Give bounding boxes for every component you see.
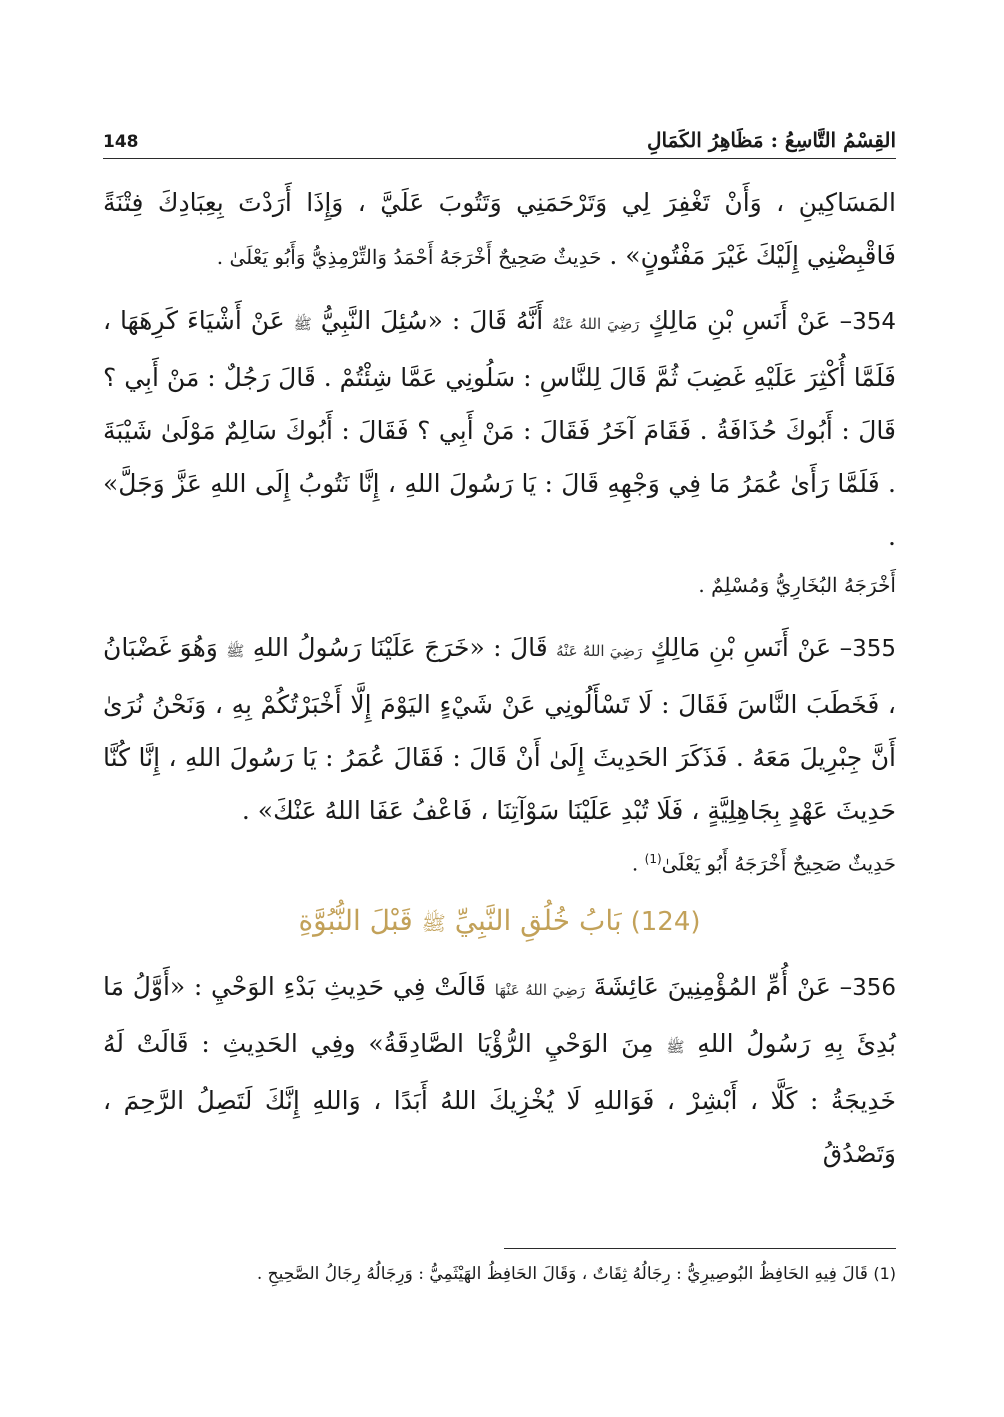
chapter-title: قَبْلَ النُّبُوَّةِ (298, 903, 413, 937)
hadith-text: – عَنْ أُمِّ المُؤْمِنِينَ عَائِشَةَ (593, 971, 853, 1001)
hadith-source: حَدِيثٌ صَحِيحٌ أَخْرَجَهُ أَحْمَدُ وَالتِّرْمِذِيُّ وَأَبُو يَعْلَىٰ . (216, 245, 602, 269)
hadith-355 (103, 621, 896, 837)
source-end: . (631, 851, 639, 876)
honorific-mark: رَضِيَ اللهُ عَنْهُ (552, 315, 640, 333)
hadith-text: مِنَ الوَحْيِ الرُّؤْيَا الصَّادِقَةُ» وفِي الحَدِيثِ : قَالَتْ لَهُ خَدِيجَةُ : كَلَّا ، أَبْشِرْ ، فَوَاللهِ لَا يُخْزِيكَ اللهُ أَبَدًا ، وَاللهِ إِنَّكَ لَتَصِلُ الرَّحِمَ ، وَتَصْدُقُ (103, 1028, 896, 1168)
footnote-reference[interactable]: (1) (644, 852, 662, 866)
hadith-text: قَالَ : «خَرَجَ عَلَيْنَا رَسُولُ اللهِ (252, 633, 548, 662)
chapter-number: (124) (630, 906, 701, 937)
footnote-divider (504, 1248, 896, 1249)
page-body (103, 176, 896, 1180)
hadith-text: أَنَّهُ قَالَ : «سُئِلَ النَّبِيُّ (320, 306, 544, 335)
honorific-mark: ﷺ (666, 1037, 685, 1056)
honorific-mark: ﷺ (226, 642, 245, 660)
hadith-text: عَنْ أَشْيَاءَ كَرِهَهَا ، فَلَمَّا أُكْثِرَ عَلَيْهِ غَضِبَ ثُمَّ قَالَ لِلنَّاسِ : سَلُونِي عَمَّا شِئْتُمْ . قَالَ رَجُلٌ : مَنْ أَبِي ؟ قَالَ : أَبُوكَ حُذَافَةُ . فَقَامَ آخَرُ فَقَالَ : مَنْ أَبِي ؟ فَقَالَ : أَبُوكَ سَالِمٌ مَوْلَىٰ شَيْبَةَ . فَلَمَّا رَأَىٰ عُمَرُ مَا فِي وَجْهِهِ قَالَ : يَا رَسُولَ اللهِ ، إِنَّا نَتُوبُ إِلَى اللهِ عَزَّ وَجَلَّ» . (103, 306, 896, 551)
hadith-source: أَخْرَجَهُ البُخَارِيُّ وَمُسْلِمٌ . (698, 573, 896, 597)
footnote (103, 1258, 896, 1290)
hadith-number: 355 (852, 636, 896, 662)
chapter-heading (103, 904, 896, 940)
source-text: حَدِيثٌ صَحِيحٌ أَخْرَجَهُ أَبُو يَعْلَىٰ (661, 851, 896, 876)
footnote-text: قَالَ فِيهِ الحَافِظُ البُوصِيرِيُّ : رِجَالُهُ ثِقَاتٌ ، وَقَالَ الحَافِظُ الهَيْثَمِيُّ : وَرِجَالُهُ رِجَالُ الصَّحِيحِ . (256, 1264, 868, 1284)
paragraph-continuation (103, 176, 896, 284)
hadith-number: 356 (852, 974, 896, 1001)
hadith-354 (103, 294, 896, 563)
continuation-text: المَسَاكِينِ ، وَأَنْ تَغْفِرَ لِي وَتَرْحَمَنِي وَتَتُوبَ عَلَيَّ ، وَإِذَا أَرَدْتَ بِعِبَادِكَ فِتْنَةً فَاقْبِضْنِي إِلَيْكَ غَيْرَ مَفْتُونٍ» . (103, 188, 896, 270)
hadith-source (103, 837, 896, 886)
book-page (103, 0, 896, 1417)
honorific-mark: ﷺ (421, 910, 446, 935)
hadith-text: – عَنْ أَنَسِ بْنِ مَالِكٍ (650, 633, 853, 662)
running-header (103, 118, 896, 159)
honorific-mark: ﷺ (293, 315, 312, 333)
honorific-mark: رَضِيَ اللهُ عَنْهُ (556, 642, 643, 660)
hadith-text: وَهُوَ غَضْبَانُ ، فَخَطَبَ النَّاسَ فَقَالَ : لَا تَسْأَلُونِي عَنْ شَيْءٍ اليَوْمَ إِلَّا أَخْبَرْتُكُمْ بِهِ ، وَنَحْنُ نُرَىٰ أَنَّ جِبْرِيلَ مَعَهُ . فَذَكَرَ الحَدِيثَ إِلَىٰ أَنْ قَالَ : فَقَالَ عُمَرُ : يَا رَسُولَ اللهِ ، إِنَّا كُنَّا حَدِيثَ عَهْدٍ بِجَاهِلِيَّةٍ ، فَلَا تُبْدِ عَلَيْنَا سَوْآتِنَا ، فَاعْفُ عَفَا اللهُ عَنْكَ» . (103, 633, 896, 825)
hadith-text: – عَنْ أَنَسِ بْنِ مَالِكٍ (648, 306, 853, 335)
footnote-number: (1) (873, 1264, 896, 1283)
running-title: القِسْمُ التَّاسِعُ : مَظَاهِرُ الكَمَالِ (646, 128, 896, 152)
hadith-356 (103, 960, 896, 1180)
hadith-number: 354 (852, 309, 896, 335)
honorific-mark: رَضِيَ اللهُ عَنْهَا (494, 980, 586, 999)
hadith-text: قَالَتْ فِي حَدِيثِ بَدْءِ الوَحْيِ : «أَوَّلُ مَا بُدِئَ بِهِ رَسُولُ اللهِ (103, 971, 896, 1058)
page-number: 148 (103, 132, 139, 152)
chapter-title: بَابُ خُلُقِ النَّبِيِّ (454, 903, 622, 937)
